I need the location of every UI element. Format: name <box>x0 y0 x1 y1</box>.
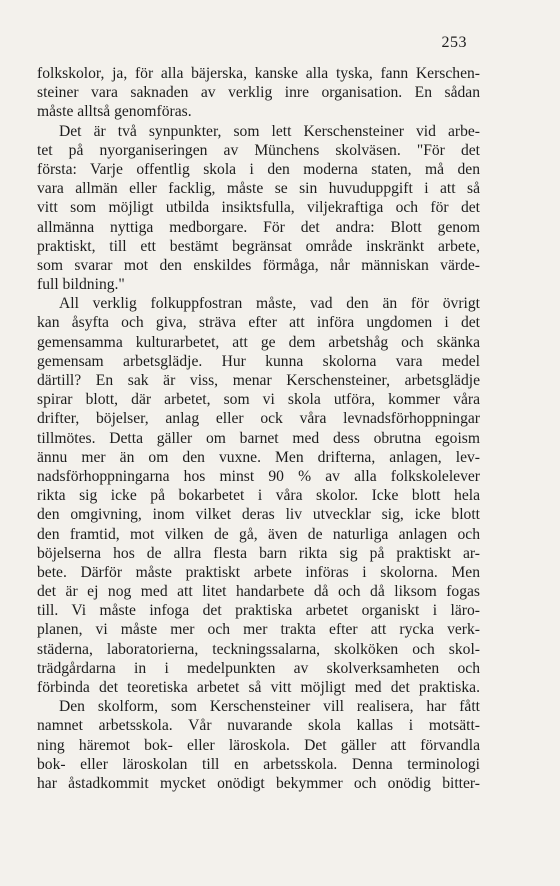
text-line: böjelserna hos de allra flesta barn rikta sig på praktiskt ar- <box>37 544 480 562</box>
text-line: som svarar mot den enskildes förmåga, når människan värde- <box>37 256 480 274</box>
text-line: namnet arbetsskola. Vår nuvarande skola kallas i motsätt- <box>37 717 480 735</box>
text-line: Den skolform, som Kerschensteiner vill realisera, har fått <box>59 698 480 716</box>
text-line: allmänna nyttiga medborgare. För det andra: Blott genom <box>37 218 480 236</box>
text-line: spirar blott, där arbetet, som vi skola utföra, kommer våra <box>37 391 480 409</box>
page-number: 253 <box>441 34 467 51</box>
text-line: förbinda det teoretiska arbetet så vitt möjligt med det praktiska. <box>37 679 480 696</box>
text-line: nadsförhoppningarna hos minst 90 % av alla folkskolelever <box>37 467 480 485</box>
text-line: steiner vara saknaden av verklig inre organisation. En sådan <box>37 84 480 102</box>
text-line: kan åsyfta och giva, sträva efter att införa ungdomen i det <box>37 314 480 332</box>
text-line: tillmötes. Detta gäller om barnet med dess obrutna egoism <box>37 429 480 447</box>
text-line: Det är två synpunkter, som lett Kerschensteiner vid arbe- <box>59 122 480 140</box>
text-line: gemensamma kulturarbetet, att ge dem arbetshåg och skänka <box>37 333 480 351</box>
text-line: den framtid, mot vilken de gå, även de naturliga anlagen och <box>37 525 480 543</box>
text-line: städerna, laboratorierna, teckningssalarna, skolköken och skol- <box>37 640 480 658</box>
text-line: drifter, böjelser, anlag eller ock våra levnadsförhoppningar <box>37 410 480 428</box>
text-line: vitt som möjligt utbilda insiktsfulla, viljekraftiga och för det <box>37 199 480 217</box>
text-line: rikta sig icke på bokarbetet i våra skolor. Icke blott hela <box>37 487 480 505</box>
text-line: planen, vi måste mer och mer trakta efter att rycka verk- <box>37 621 480 639</box>
text-line: folkskolor, ja, för alla bäjerska, kanske alla tyska, fann Kerschen- <box>37 65 480 82</box>
text-line: ännu mer än om den vuxne. Men drifterna, anlagen, lev- <box>37 448 480 466</box>
text-line: första: Varje offentlig skola i den moderna staten, må den <box>37 160 480 178</box>
text-line: har åstadkommit mycket onödigt bekymmer och onödig bitter- <box>37 774 480 792</box>
text-line: till. Vi måste infoga det praktiska arbetet organiskt i läro- <box>37 602 480 620</box>
text-line: därtill? En sak är viss, menar Kerschensteiner, arbetsglädje <box>37 372 480 389</box>
text-line: vara allmän eller facklig, måste se sin huvuduppgift i att så <box>37 180 480 198</box>
text-line: praktiskt, till ett bestämt begränsat område inskränkt arbete, <box>37 237 480 255</box>
text-line: All verklig folkuppfostran måste, vad den än för övrigt <box>59 295 480 313</box>
body-text <box>37 64 480 793</box>
text-line: måste alltså genomföras. <box>37 103 192 121</box>
text-line: bete. Därför måste praktiskt arbete införas i skolorna. Men <box>37 563 480 581</box>
text-line: den omgivning, inom vilket deras liv utvecklar sig, icke blott <box>37 506 480 524</box>
text-line: full bildning." <box>37 276 125 294</box>
text-line: ning häremot bok- eller läroskola. Det gäller att förvandla <box>37 736 480 754</box>
text-line: gemensam arbetsglädje. Hur kunna skolorna vara medel <box>37 352 480 370</box>
text-line: det är ej nog med att litet handarbete då och då liksom fogas <box>37 583 480 601</box>
text-line: tet på nyorganiseringen av Münchens skolväsen. "För det <box>37 141 480 159</box>
text-line: trädgårdarna in i medelpunkten av skolverksamheten och <box>37 659 480 677</box>
text-line: bok- eller läroskolan till en arbetsskola. Denna terminologi <box>37 755 480 773</box>
